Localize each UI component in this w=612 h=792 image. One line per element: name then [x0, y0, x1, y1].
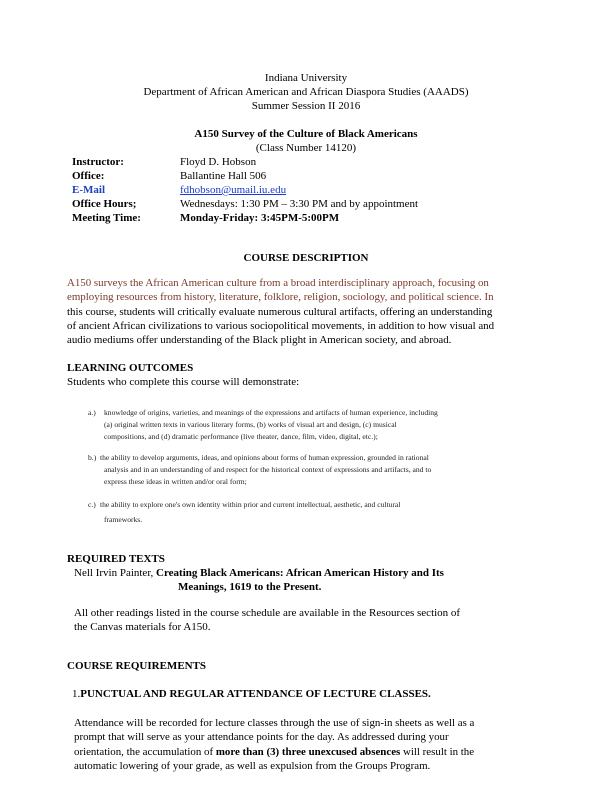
office-label: Office: — [72, 170, 105, 182]
attendance-line: prompt that will serve as your attendance points for the day. As addressed during your — [74, 731, 449, 744]
learning-outcomes-heading: LEARNING OUTCOMES — [67, 362, 194, 374]
book-title-part-1: Creating Black Americans: African American History and Its — [156, 567, 444, 579]
course-description-heading: COURSE DESCRIPTION — [243, 252, 369, 264]
outcome-c-line-1: the ability to explore one's own identity within prior and current intellectual, aesthetic, and cultural — [100, 500, 401, 509]
required-texts-heading: REQUIRED TEXTS — [67, 553, 165, 565]
other-readings-line-1: All other readings listed in the course schedule are available in the Resources section of — [74, 607, 461, 619]
other-readings-line-2: the Canvas materials for A150. — [74, 621, 211, 633]
office-value: Ballantine Hall 506 — [180, 170, 267, 182]
absence-limit: more than (3) three unexcused absences — [215, 745, 401, 758]
outcome-line: compositions, and (d) dramatic performance (live theater, dance, film, video, digital, etc.); — [104, 432, 378, 441]
department-name: Department of African American and African Diaspora Studies (AAADS) — [143, 86, 469, 98]
description-line-1: A150 surveys the African American culture from a broad interdisciplinary approach, focusing on — [67, 277, 489, 289]
meeting-time-label: Meeting Time: — [72, 212, 141, 224]
learning-outcomes-intro: Students who complete this course will demonstrate: — [67, 376, 300, 388]
attendance-line — [74, 745, 554, 759]
attendance-paragraph — [74, 716, 554, 773]
outcome-c-marker: c.) — [88, 500, 96, 509]
description-line: this course, students will critically evaluate numerous cultural artifacts, offering an understanding — [67, 305, 493, 318]
description-line — [67, 276, 547, 290]
office-hours-value: Wednesdays: 1:30 PM – 3:30 PM and by appointment — [180, 198, 419, 210]
outcome-a-text — [104, 407, 438, 443]
office-hours-label: Office Hours; — [72, 198, 137, 210]
outcome-b-marker: b.) — [88, 453, 97, 462]
outcome-a-marker: a.) — [88, 408, 96, 417]
attendance-line: automatic lowering of your grade, as well as expulsion from the Groups Program. — [74, 759, 431, 772]
class-number: (Class Number 14120) — [255, 142, 357, 154]
university-name: Indiana University — [264, 72, 348, 84]
requirement-title: PUNCTUAL AND REGULAR ATTENDANCE OF LECTURE CLASSES. — [80, 688, 431, 700]
outcome-line: analysis and in an understanding of and respect for the historical context of expressions and artifacts, and to — [104, 465, 432, 474]
description-line-2: employing resources from history, literature, folklore, religion, sociology, and political science. In — [67, 291, 494, 304]
email-label: E-Mail — [72, 184, 105, 196]
outcome-line: (a) original written texts in various literary forms, (b) works of visual art and design, (c) musical — [104, 420, 397, 429]
description-line — [67, 290, 547, 304]
outcome-line: express these ideas in written and/or oral form; — [104, 477, 247, 486]
outcome-line: knowledge of origins, varieties, and meanings of the expressions and artifacts of human experience, including — [104, 408, 438, 417]
instructor-label: Instructor: — [72, 156, 124, 168]
meeting-time-value: Monday-Friday: 3:45PM-5:00PM — [180, 212, 340, 224]
session-name: Summer Session II 2016 — [251, 100, 361, 112]
attendance-text: orientation, the accumulation of — [74, 745, 216, 758]
course-title: A150 Survey of the Culture of Black Americans — [194, 128, 418, 140]
required-book-line-1 — [74, 567, 444, 580]
book-author: Nell Irvin Painter, — [74, 567, 157, 579]
instructor-value: Floyd D. Hobson — [180, 156, 257, 168]
requirement-1-heading — [72, 688, 431, 701]
course-requirements-heading: COURSE REQUIREMENTS — [67, 660, 207, 672]
attendance-text: will result in the — [400, 745, 475, 758]
requirement-number: 1. — [72, 688, 81, 700]
course-description-text — [67, 276, 547, 347]
outcome-c-line-2: frameworks. — [104, 515, 143, 524]
description-line: of ancient African civilizations to various sociopolitical movements, in addition to how visual and — [67, 319, 495, 332]
outcome-b-rest — [104, 464, 431, 488]
description-line: audio mediums offer understanding of the Black plight in American society, and abroad. — [67, 334, 452, 347]
attendance-line: Attendance will be recorded for lecture classes through the use of sign-in sheets as well as a — [74, 717, 475, 729]
outcome-b-line-1: the ability to develop arguments, ideas, and opinions about forms of human expression, grounded in rational — [100, 453, 429, 462]
book-title-part-2: Meanings, 1619 to the Present. — [178, 581, 322, 593]
email-link[interactable]: fdhobson@umail.iu.edu — [180, 184, 287, 196]
